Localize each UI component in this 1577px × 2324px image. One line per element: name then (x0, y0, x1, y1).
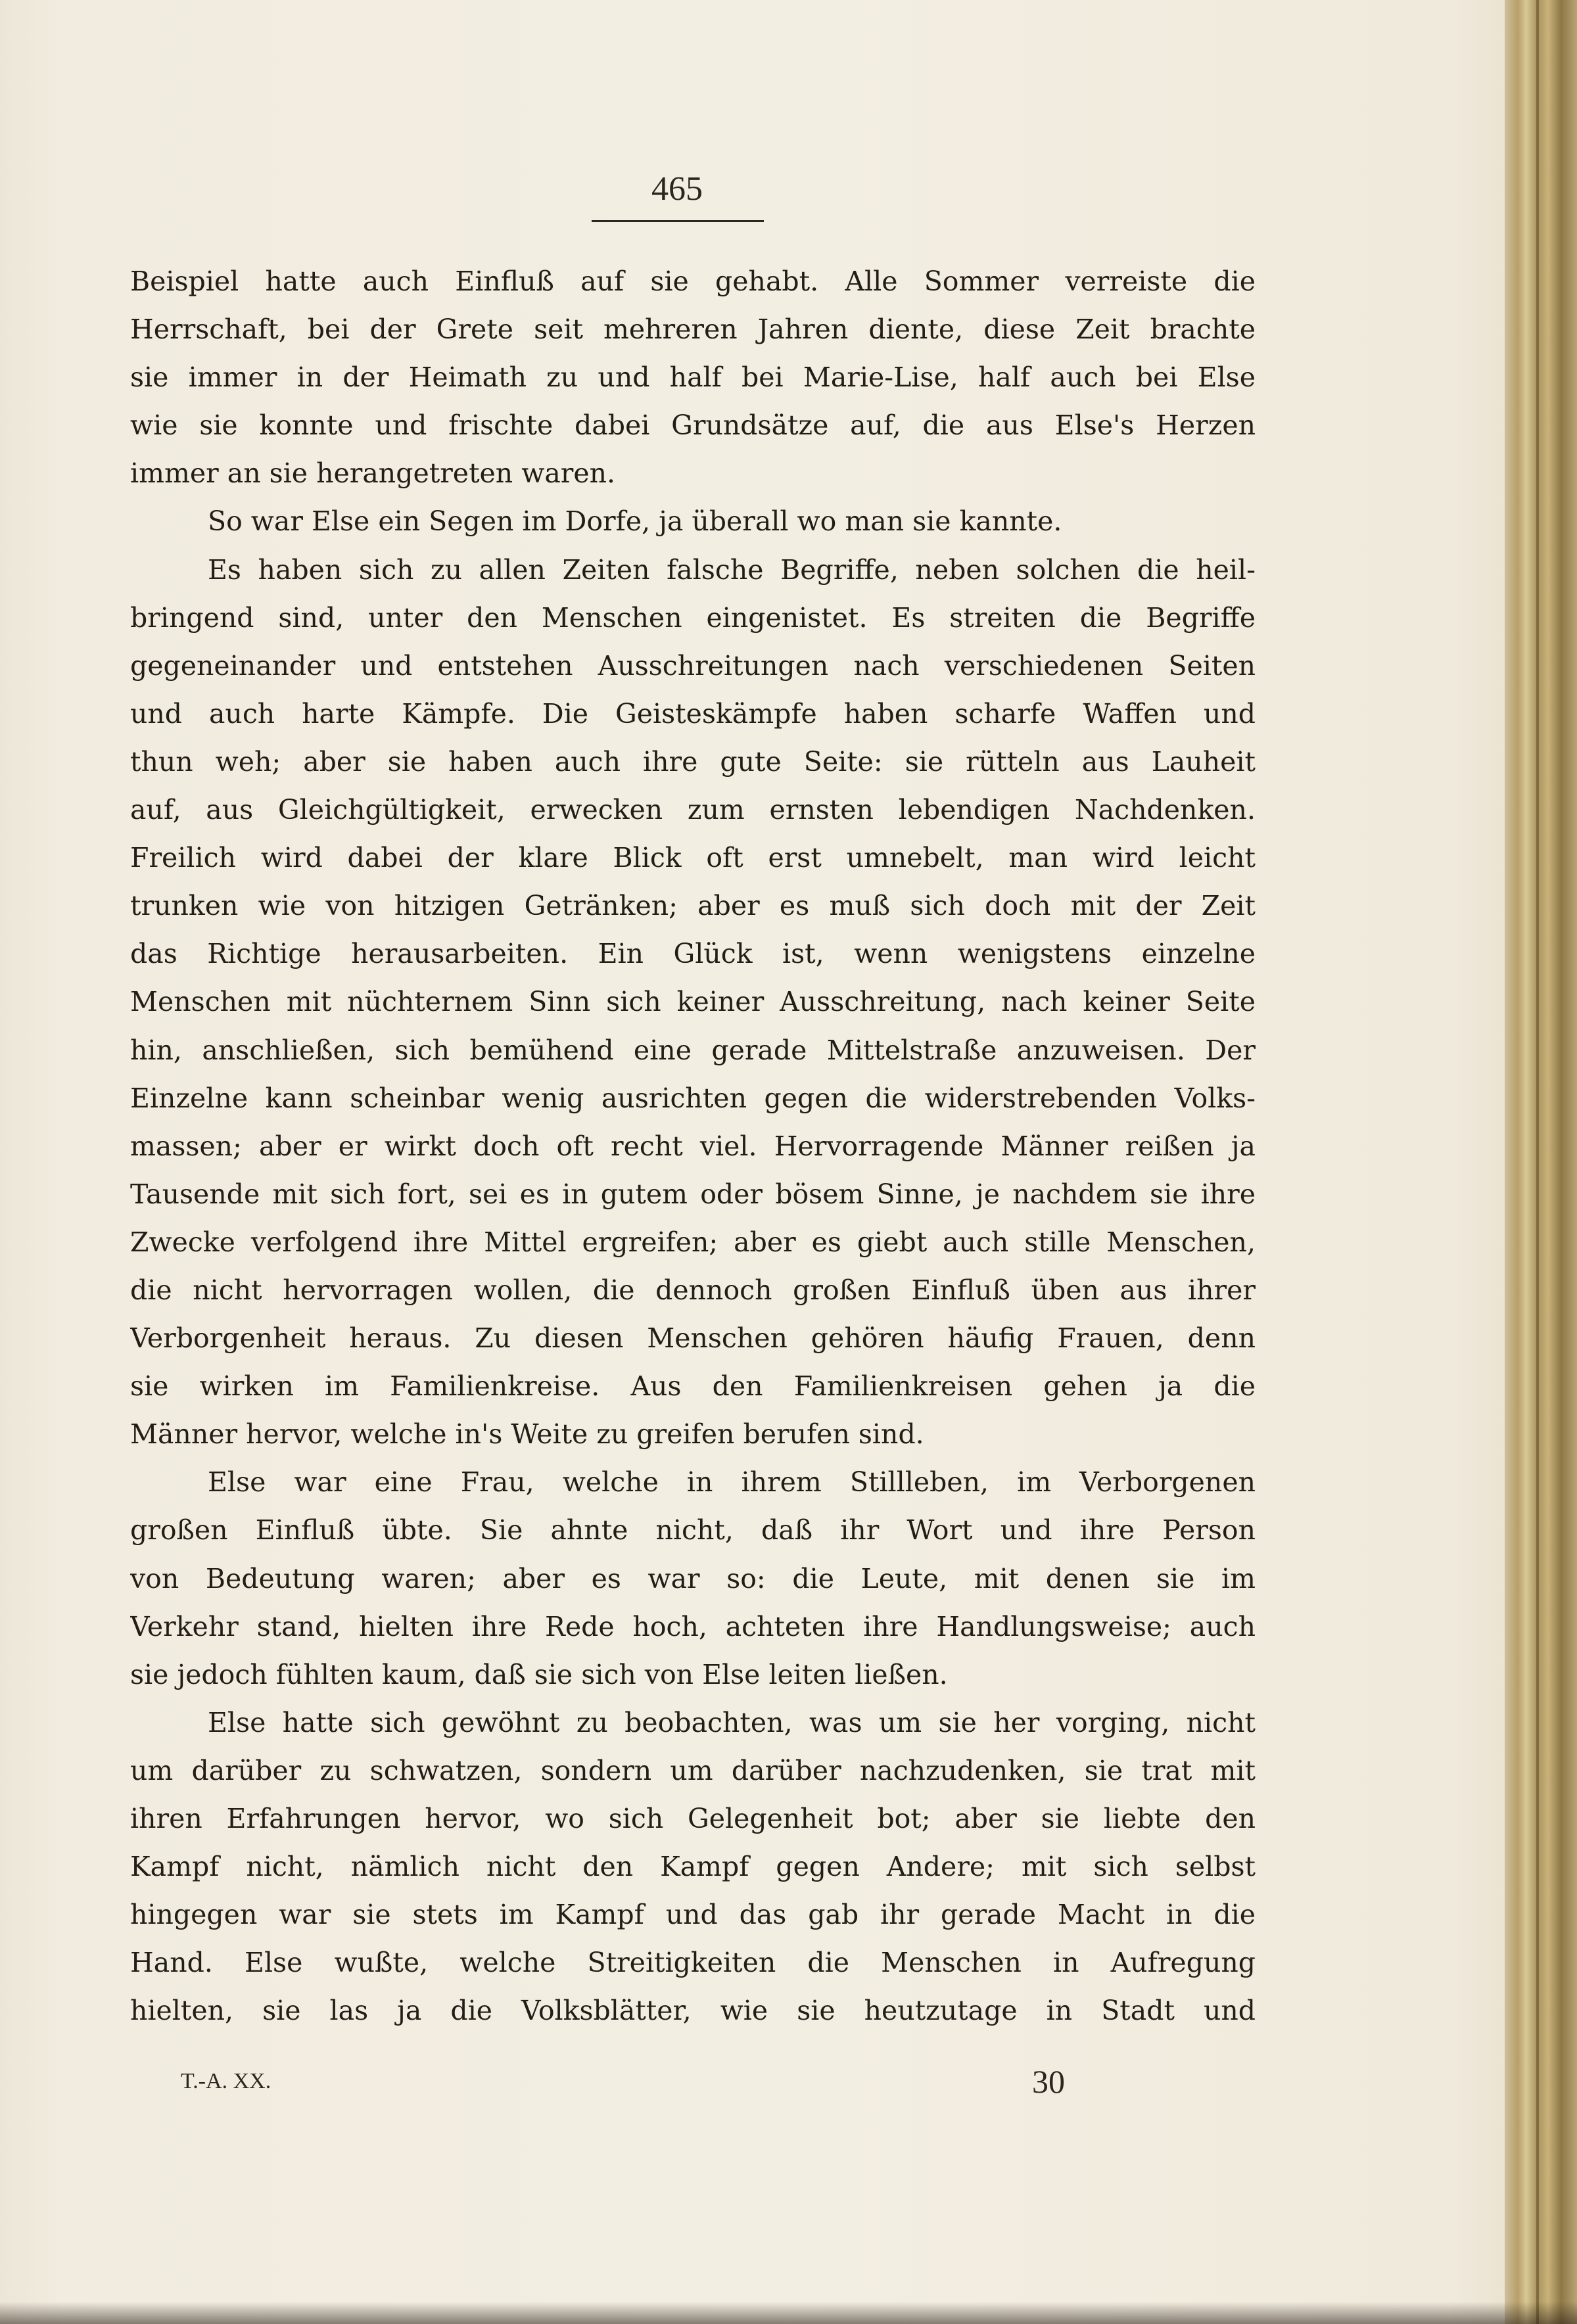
text-line: massen; aber er wirkt doch oft recht viel. Hervorragende Männer reißen ja (130, 1130, 1256, 1162)
text-line: thun weh; aber sie haben auch ihre gute Seite: sie rütteln aus Lauheit (130, 745, 1256, 778)
text-line: großen Einfluß übte. Sie ahnte nicht, daß ihr Wort und ihre Person (130, 1514, 1256, 1546)
text-line: um darüber zu schwatzen, sondern um darüber nachzudenken, sie trat mit (130, 1754, 1256, 1786)
text-line: von Bedeutung waren; aber es war so: die Leute, mit denen sie im (130, 1562, 1256, 1594)
text-line: Herrschaft, bei der Grete seit mehreren Jahren diente, diese Zeit brachte (130, 314, 1256, 346)
text-line: hin, anschließen, sich bemühend eine gerade Mittelstraße anzuweisen. Der (130, 1034, 1256, 1066)
text-line: sie wirken im Familienkreise. Aus den Familienkreisen gehen ja die (130, 1370, 1256, 1403)
text-line: Menschen mit nüchternem Sinn sich keiner Ausschreitung, nach keiner Seite (130, 986, 1256, 1018)
text-line: Zwecke verfolgend ihre Mittel ergreifen; aber es giebt auch stille Menschen, (130, 1226, 1256, 1258)
paragraph-start-line: Else war eine Frau, welche in ihrem Stillleben, im Verborgenen (208, 1466, 1256, 1499)
paragraph-start-line: Es haben sich zu allen Zeiten falsche Begriffe, neben solchen die heil- (208, 553, 1256, 586)
text-line: Männer hervor, welche in's Weite zu greifen berufen sind. (130, 1418, 924, 1451)
binding-groove (1536, 0, 1539, 2324)
text-line: hielten, sie las ja die Volksblätter, wie sie heutzutage in Stadt und (130, 1995, 1256, 2027)
text-line: und auch harte Kämpfe. Die Geisteskämpfe haben scharfe Waffen und (130, 697, 1256, 730)
text-line: gegeneinander und entstehen Ausschreitungen nach verschiedenen Seiten (130, 649, 1256, 682)
book-binding-edge (1505, 0, 1577, 2324)
text-line: Kampf nicht, nämlich nicht den Kampf gegen Andere; mit sich selbst (130, 1851, 1256, 1883)
body-text (130, 258, 1256, 2035)
sheet-number: 30 (1032, 2063, 1065, 2100)
text-line: Verkehr stand, hielten ihre Rede hoch, achteten ihre Handlungsweise; auch (130, 1610, 1256, 1642)
signature-mark: T.-A. XX. (181, 2069, 271, 2093)
text-line: die nicht hervorragen wollen, die dennoch großen Einfluß üben aus ihrer (130, 1274, 1256, 1306)
text-line: ihren Erfahrungen hervor, wo sich Gelegenheit bot; aber sie liebte den (130, 1803, 1256, 1834)
text-line: Beispiel hatte auch Einfluß auf sie gehabt. Alle Sommer verreiste die (130, 266, 1256, 297)
paragraph-start-line: Else hatte sich gewöhnt zu beobachten, was um sie her vorging, nicht (208, 1706, 1256, 1738)
paragraph-start-line: So war Else ein Segen im Dorfe, ja überall wo man sie kannte. (208, 505, 1062, 538)
text-line: das Richtige herausarbeiten. Ein Glück ist, wenn wenigstens einzelne (130, 938, 1256, 970)
text-line: wie sie konnte und frischte dabei Grundsätze auf, die aus Else's Herzen (130, 409, 1256, 442)
page-number-rule (592, 220, 764, 222)
text-line: Verborgenheit heraus. Zu diesen Menschen gehören häufig Frauen, denn (130, 1322, 1256, 1355)
text-line: Tausende mit sich fort, sei es in gutem oder bösem Sinne, je nachdem sie ihre (130, 1178, 1256, 1210)
text-line: sie immer in der Heimath zu und half bei Marie-Lise, half auch bei Else (130, 361, 1256, 394)
text-line: bringend sind, unter den Menschen eingenistet. Es streiten die Begriffe (130, 601, 1256, 634)
text-line: Freilich wird dabei der klare Blick oft erst umnebelt, man wird leicht (130, 842, 1256, 874)
text-line: hingegen war sie stets im Kampf und das gab ihr gerade Macht in die (130, 1899, 1256, 1931)
page-number: 465 (651, 170, 703, 208)
text-line: auf, aus Gleichgültigkeit, erwecken zum ernsten lebendigen Nachdenken. (130, 794, 1256, 826)
text-line: sie jedoch fühlten kaum, daß sie sich von Else leiten ließen. (130, 1658, 948, 1690)
text-line: immer an sie herangetreten waren. (130, 457, 616, 490)
text-line: Hand. Else wußte, welche Streitigkeiten die Menschen in Aufregung (130, 1947, 1256, 1979)
text-line: trunken wie von hitzigen Getränken; aber es muß sich doch mit der Zeit (130, 890, 1256, 922)
page-bottom-edge (0, 2302, 1577, 2324)
text-line: Einzelne kann scheinbar wenig ausrichten gegen die widerstrebenden Volks- (130, 1082, 1256, 1114)
